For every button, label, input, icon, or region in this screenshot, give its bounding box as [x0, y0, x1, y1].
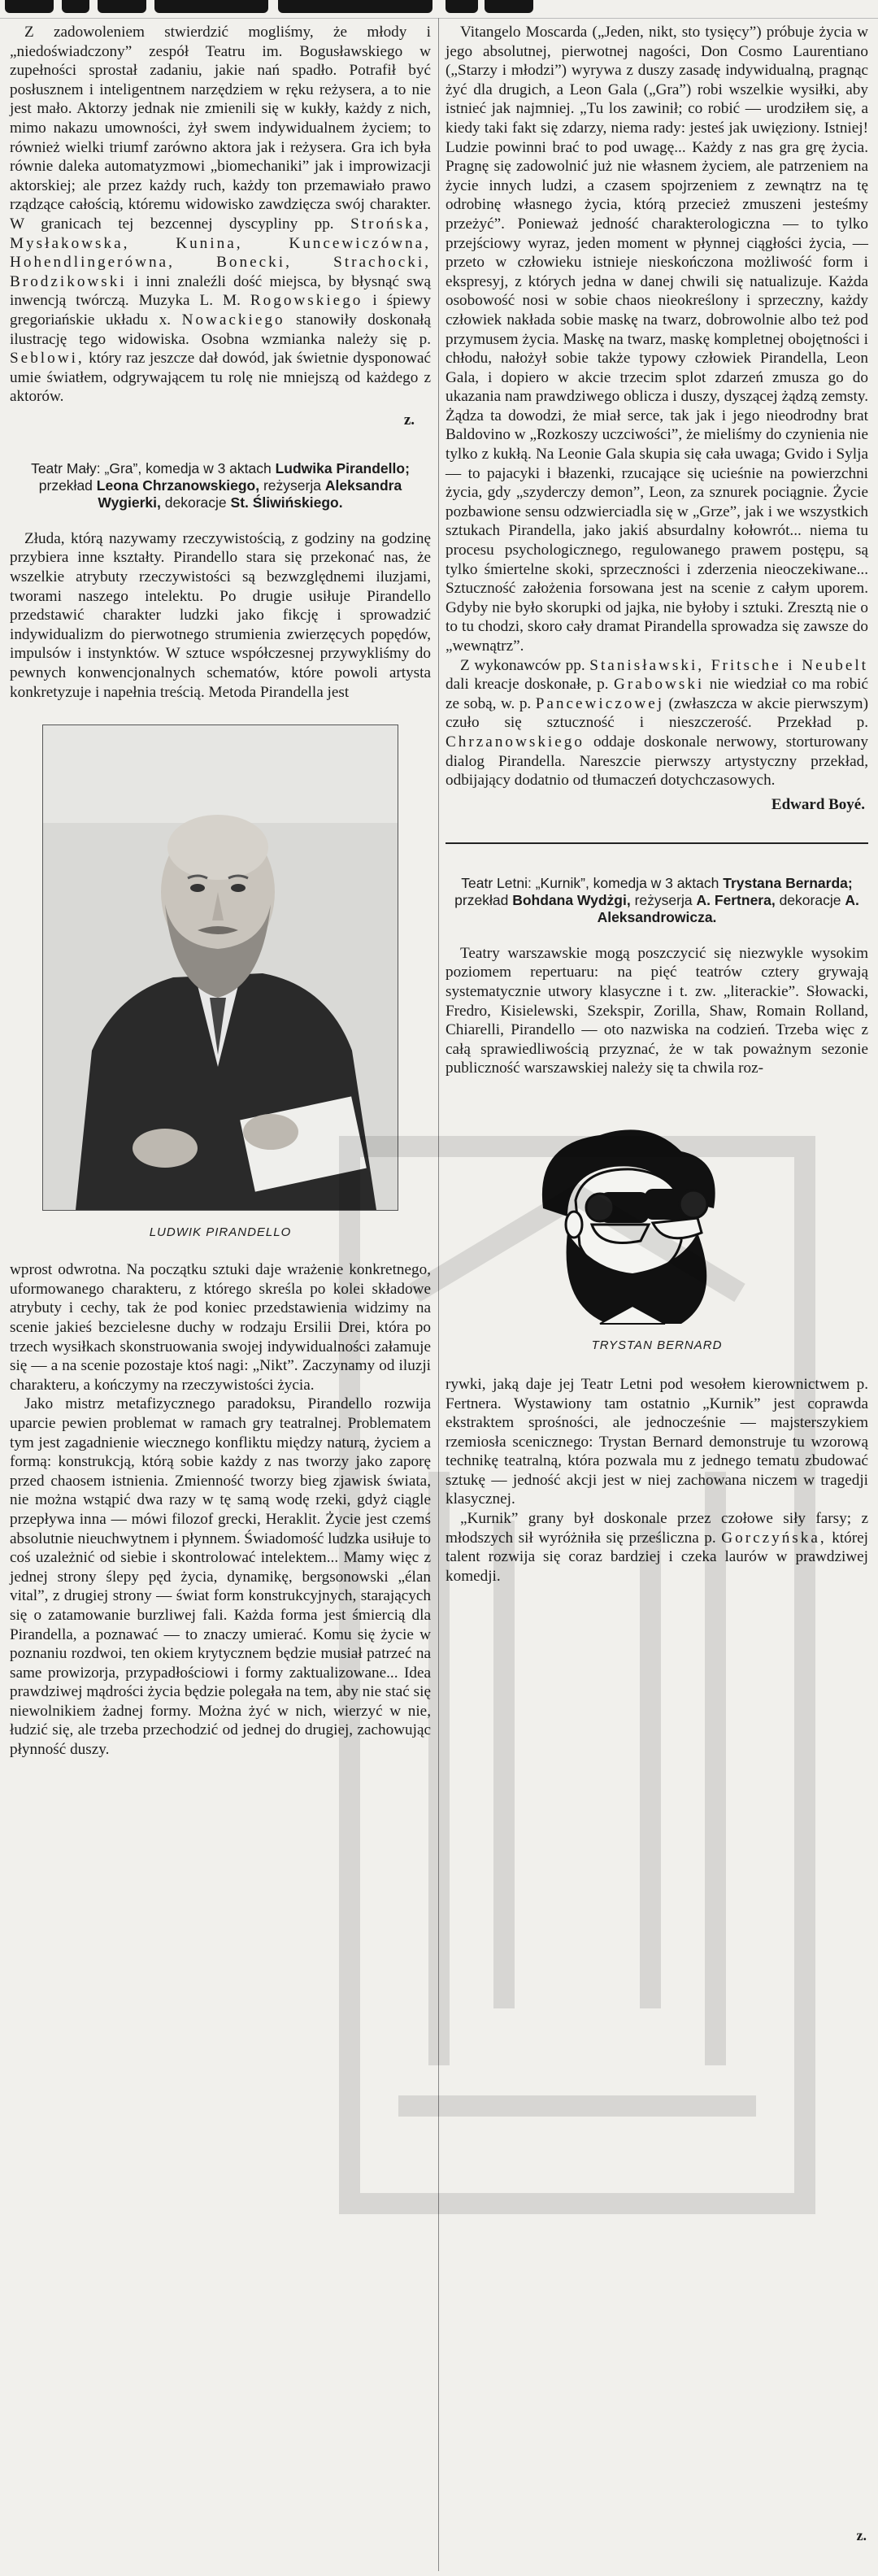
review-paragraph-2: wprost odwrotna. Na początku sztuki daje wrażenie konkretnego, uformowanego charakteru, z którego skreśla po kolei składowe atrybuty i cechy, tak że pod koniec przedstawienia widzimy na scenie jakieś bezcielesne duchy w rodzaju Ersilii Drei, która po trzech wysiłkach skonstruowania swojej indywidualności załamuje się — a na scenie pozostaje ktoś nagi: „Nikt”. Zaczynamy od iluzji charakteru, a kończymy na rzeczywistości życia. [10, 1261, 431, 1394]
kurnik-paragraph-2: rywki, jaką daje jej Teatr Letni pod wesołem kierownictwem p. Fertnera. Wystawiony tam ostatnio „Kurnik” jest coprawda ekstraktem sprośności, ale jednocześnie — majsterszykiem rzemiosła scenicznego: Trystan Bernard demonstruje tu wzorową technikę teatralną, która pozwala mu z jednego tematu zbudować sztukę — jedność akcji jest w niej zachowana niczem w tragedji klasycznej. [446, 1375, 868, 1508]
column-divider [438, 18, 439, 2571]
first-signature: z. [403, 411, 415, 429]
header-strip [0, 0, 878, 19]
final-signature: z. [856, 2527, 867, 2543]
review-heading-gra: Teatr Mały: „Gra”, komedja w 3 aktach Ludwika Pirandello; przekład Leona Chrzanowskiego, reżyserja Aleksandra Wygierki, dekoracje St. Śliwińskiego. [31, 459, 410, 511]
review-heading-kurnik: Teatr Letni: „Kurnik”, komedja w 3 aktach Trystana Bernarda; przekład Bohdana Wydżgi, reżyserja A. Fertnera, dekoracje A. Aleksandrowicza. [454, 874, 859, 925]
author-signature: Edward Boyé. [771, 795, 865, 813]
pirandello-photo [42, 724, 398, 1211]
section-divider [446, 842, 868, 844]
review-paragraph-1: Złuda, którą nazywamy rzeczywistością, z godziny na godzinę przybiera inne kształty. Pirandello stara się przekonać nas, że wszelkie atrybuty rzeczywistości są bezwzględnemi iluzjami, tworami naszego intelektu. Po drugie usiłuje Pirandello przedstawić charakter ludzki jako fikcję i sprowadzić indywidualizm do pierwotnego strumienia zwierzęcych popędów, impulsów i instynktów. W sztuce współczesnej przywykliśmy do pewnych konwencjonalnych schematów, które powoli artysta konkretyzuje i napełnia treścią. Metoda Pirandella jest [10, 529, 431, 701]
drawing-caption: TRYSTAN BERNARD [591, 1338, 723, 1352]
kurnik-paragraph-1: Teatry warszawskie mogą poszczycić się niezwykle wysokim poziomem repertuaru: na pięć teatrów cztery grywają systematycznie utwory klasyczne i t. zw. „literackie”. Słowacki, Fredro, Kisielewski, Szekspir, Zorilla, Shaw, Romain Rolland, Chiarelli, Pirandello — oto nazwiska na codzień. Trzeba więc z całą sprawiedliwością przyznać, że w tak poważnym sezonie publiczność warszawskiej należy się ta chwila roz- [446, 944, 868, 1077]
bernard-caricature [478, 1111, 819, 1330]
caricature-illustration [478, 1111, 819, 1330]
kurnik-paragraph-3: „Kurnik” grany był doskonale przez czołowe siły farsy; z młodszych sił wyróżniła się prześliczna p. Gorczyńska, której talent rozwija się coraz bardziej i czeka laurów w prawdziwej komedji. [446, 1510, 868, 1585]
intro-paragraph: Z zadowoleniem stwierdzić mogliśmy, że młody i „niedoświadczony” zespół Teatru im. Bogusławskiego w zupełności sprostał zadaniu, jakie nań spadło. Potrafił być posłusznem i inteligentnem narzędziem w ręku reżysera, a to nie jest mało. Aktorzy jednak nie zmienili się w kukły, każdy z nich, mimo nakazu umowności, żył swem indywidualnem życiem; to również wielki triumf zarówno aktora jak i reżysera. Gra ich była równie daleka automatyzmowi „biomechaniki” jak i improwizacji aktorskiej; ale przez każdy ruch, każdy ton przemawiało prawo rządzące całością, któremu widowisko zawdzięcza swój charakter. W granicach tej bezcennej dyscypliny pp. Strońska, Mysłakowska, Kunina, Kuncewiczówna, Hohendlingerówna, Bonecki, Strachocki, Brodzikowski i inni znaleźli dość miejsca, by błysnąć swą inwencją twórczą. Muzyka L. M. Rogowskiego i śpiewy gregoriańskie układu x. Nowackiego stanowiły doskonałą ilustrację tego widowiska. Osobna wzmianka należy się p. Seblowi, który raz jeszcze dał dowód, jak świetnie dysponować umie światłem, odgrywającem tu rolę nie mniejszą od każdego z aktorów. [10, 24, 432, 406]
review-paragraph-3: Jako mistrz metafizycznego paradoksu, Pirandello rozwija uparcie pewien problemat w ramach gry teatralnej. Problematem tym jest zagadnienie wiecznego konfliktu między naturą, życiem a formą: konstrukcją, którą sobie każdy z nas tworzy jako zaporę przed chaosem istnienia. Zmienność tworzy bieg zjawisk świata, nie można wstąpić dwa razy w tę samą wodę rzeki, gdyż ciągle przepływa inna — mówi filozof grecki, Heraklit. Życie jest czemś absolutnie nieuchwytnem i płynnem. Świadomość ludzka usiłuje to coś uzależnić od siebie i skontrolować intelektem... Mamy więc z jednej strony ślepy pęd życia, dynamikę, bergsonowski „élan vital”, z drugiej strony — świat form konstrukcyjnych, starających się o zatamowanie burzliwej fali. Każda forma jest śmiercią dla Pirandella, a poznawać — to znaczy umierać. Komu się życie w poznaniu rozdwoi, ten okiem krytycznem będzie musiał patrzeć na same prowizorja, przypadłościowi i formy zaktualizowane... Idea prawdziwej mądrości życia będzie polegała na tem, aby nie stać się niewolnikiem żadnej formy. Można żyć w nich, wierzyć w nie, łudzić się, ale trzeba przechodzić od jednej do drugiej, zachowując płynność duszy. [10, 1395, 431, 1759]
right-paragraph-1: Vitangelo Moscarda („Jeden, nikt, sto tysięcy”) próbuje życia w jego absolutnej, pierwotnej nagości, Don Cosmo Laurentiano („Starzy i młodzi”) wyrywa z duszy zasadę indywidualną, pragnąc żyć dla drugich, a Leon Gala („Gra”) robi wszelkie wysiłki, aby istnieć jak najmniej. „Tu los zawinił; co robić — urodziłem się, a kiedy taki fakt się zdarzy, niema rady: jesteś jak uwięziony. Istniej! Ludzie powinni brać to pod uwagę... Każdy z nas gra grę życia. Pragnę się zadowolnić już nie własnem życiem, ale patrzeniem na życie innych ludzi, a czasem spojrzeniem z zewnątrz na tę odrobinę własnego życia, którą przecież zmuszeni jesteśmy przeżyć”. Ponieważ jedność charakterologiczna — to tylko przejściowy wyraz, jeden moment w płynnej ciągłości życia, — przeto w człowieku istnieje nieskończona możliwość form i ekspresyj, z których jedna w danej chwili się natualizuje. Każda osobowość nosi w sobie chaos nieokreślony i sprzeczny, każdy człowiek nakłada sobie maskę na twarz, dobrowolnie albo też pod przymusem życia. Maskę na twarz, maskę kompletnej obojętności i chłodu, nałożył sobie także typowy człowiek Pirandella, Leon Gala, i dopiero w akcie trzecim splot zdarzeń zmusza go do ukazania nam prawdziwego oblicza i duszy, dyszącej żądzą zemsty. Żądza ta dowodzi, że miał serce, tak jak i jego nieodrodny brat Baldovino w „Rozkoszy uczciwości”, że mieliśmy do czynienia nie tylko z kukłą. Na Leonie Gala skupia się cała uwaga; Gvido i Sylja — to pajacyki i błazenki, rzucające się ucieśnie na powierzchni życia, gdy „szyderczy demon”, Leon, za sznurek pociągnie. Życie pozbawione sensu odzwierciadla się w „Grze”, jak i we wszystkich sztukach Pirandella, jako jakiś absurdalny kołowrót... niema tu procesu psychologicznego, regulowanego prawem postępu, są tylko śmiertelne skoki, sprzeczności i zderzenia nieoczekiwane... Sztuczność założenia forsowana jest na scenie z całym uporem. Gdyby nie było skorupki od jajka, nie byłoby i sztuki. Zresztą nie o to tu chodzi, skoro cały dramat Pirandella sprowadza się zawsze do „wewnątrz”. [446, 24, 868, 655]
right-paragraph-2: Z wykonawców pp. Stanisławski, Fritsche i Neubelt dali kreacje doskonałe, p. Grabowski nie wiedział co ma robić ze sobą, w. p. Pancewiczowej (zwłaszcza w akcie pierwszym) czuło się sztuczność i nieszczerość. Przekład p. Chrzanowskiego oddaje doskonale nerwowy, storturowany dialog Pirandella. Nareszcie pierwszy artystyczny przekład, odbijający dodatnio od tłumaczeń dotychczasowych. [446, 656, 869, 790]
right-column [446, 23, 868, 1586]
left-column [10, 23, 431, 1760]
portrait-illustration [43, 725, 398, 1210]
photo-caption: LUDWIK PIRANDELLO [149, 1225, 292, 1240]
